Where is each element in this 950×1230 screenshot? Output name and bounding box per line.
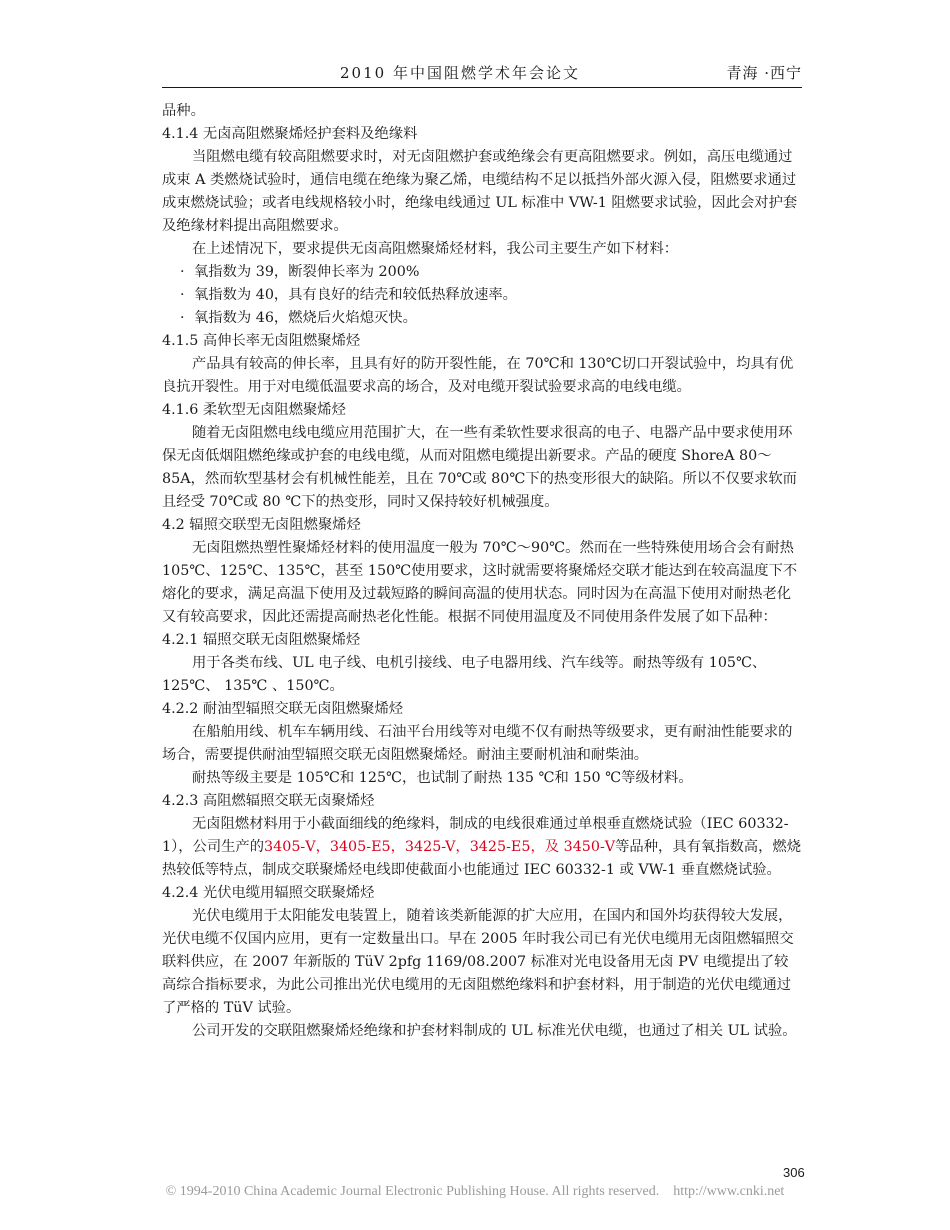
page-number: 306 (783, 1165, 805, 1180)
highlighted-product-codes: 3405-V，3405-E5，3425-V，3425-E5，及 3450-V (264, 839, 616, 855)
heading-4-1-5: 4.1.5 高伸长率无卤阻燃聚烯烃 (162, 333, 361, 349)
bullet-text: 氧指数为 46，燃烧后火焰熄灭快。 (194, 310, 417, 326)
paragraph: 在船舶用线、机车车辆用线、石油平台用线等对电缆不仅有耐热等级要求，更有耐油性能要求的场合，需要提供耐油型辐照交联无卤阻燃聚烯烃。耐油主要耐机油和耐柴油。 (162, 724, 793, 763)
bullet-glyph: · (180, 264, 185, 280)
paragraph-text: 等品种，具有氧指数高，燃烧热较低等特点，制成交联聚烯烃电线即使截面小也能通过 IEC 60332-1 或 VW-1 垂直燃烧试验。 (162, 839, 801, 878)
bullet-text: 氧指数为 40，具有良好的结壳和较低热释放速率。 (194, 287, 517, 303)
heading-4-2-3: 4.2.3 高阻燃辐照交联无卤聚烯烃 (162, 793, 375, 809)
bullet-glyph: · (180, 310, 185, 326)
bullet-glyph: · (180, 287, 185, 303)
paragraph: 无卤阻燃热塑性聚烯烃材料的使用温度一般为 70℃～90℃。然而在一些特殊使用场合会有耐热 105℃、125℃、135℃，甚至 150℃使用要求，这时就需要将聚烯烃交联才能达到在较高温度下不熔化的要求，满足高温下使用及过载短路的瞬间高温的使用状态。同时因为在高温下使用对耐热老化又有较高要求，因此还需提高耐热老化性能。根据不同使用温度及不同使用条件发展了如下品种： (162, 540, 798, 625)
heading-4-2-1: 4.2.1 辐照交联无卤阻燃聚烯烃 (162, 632, 361, 648)
paragraph-text: 无卤阻燃材料用于小截面细线的绝缘料，制成的电线很难通过单根垂直燃烧试验（IEC 60332-1），公司生产的 (162, 816, 789, 855)
paragraph (162, 813, 802, 882)
copyright-footer (0, 1184, 950, 1200)
conference-title: 2010 年中国阻燃学术年会论文 (340, 64, 580, 82)
paragraph-continuation: 品种。 (162, 103, 205, 119)
bullet-item (162, 307, 802, 330)
footer-url[interactable]: http://www.cnki.net (673, 1184, 785, 1199)
bullet-item (162, 284, 802, 307)
paragraph: 用于各类布线、UL 电子线、电机引接线、电子电器用线、汽车线等。耐热等级有 105℃、125℃、 135℃ 、150℃。 (162, 655, 767, 694)
conference-location: 青海 ·西宁 (726, 64, 802, 82)
header-rule (162, 87, 802, 88)
paragraph: 耐热等级主要是 105℃和 125℃，也试制了耐热 135 ℃和 150 ℃等级材料。 (192, 770, 693, 786)
bullet-item (162, 261, 802, 284)
paragraph: 在上述情况下，要求提供无卤高阻燃聚烯烃材料，我公司主要生产如下材料： (192, 241, 679, 257)
heading-4-1-4: 4.1.4 无卤高阻燃聚烯烃护套料及绝缘料 (162, 126, 418, 142)
paragraph: 当阻燃电缆有较高阻燃要求时，对无卤阻燃护套或绝缘会有更高阻燃要求。例如，高压电缆通过成束 A 类燃烧试验时，通信电缆在绝缘为聚乙烯，电缆结构不足以抵挡外部火源入侵，阻燃要求通过成束燃烧试验；或者电线规格较小时，绝缘电线通过 UL 标准中 VW-1 阻燃要求试验，因此会对护套及绝缘材料提出高阻燃要求。 (162, 149, 798, 234)
paragraph: 光伏电缆用于太阳能发电装置上，随着该类新能源的扩大应用，在国内和国外均获得较大发展，光伏电缆不仅国内应用，更有一定数量出口。早在 2005 年时我公司已有光伏电缆用无卤阻燃辐照交联料供应，在 2007 年新版的 TüV 2pfg 1169/08.2007 标准对光电设备用无卤 PV 电缆提出了较高综合指标要求，为此公司推出光伏电缆用的无卤阻燃绝缘料和护套材料，用于制造的光伏电缆通过了严格的 TüV 试验。 (162, 908, 794, 1016)
paragraph: 产品具有较高的伸长率，且具有好的防开裂性能，在 70℃和 130℃切口开裂试验中，均具有优良抗开裂性。用于对电缆低温要求高的场合，及对电缆开裂试验要求高的电线电缆。 (162, 356, 794, 395)
heading-4-2-4: 4.2.4 光伏电缆用辐照交联聚烯烃 (162, 885, 375, 901)
body-text (162, 100, 802, 1043)
heading-4-2-2: 4.2.2 耐油型辐照交联无卤阻燃聚烯烃 (162, 701, 404, 717)
copyright-text: © 1994-2010 China Academic Journal Electronic Publishing House. All rights reserved. (165, 1184, 660, 1199)
bullet-text: 氧指数为 39，断裂伸长率为 200% (194, 264, 420, 280)
paragraph: 公司开发的交联阻燃聚烯烃绝缘和护套材料制成的 UL 标准光伏电缆，也通过了相关 UL 试验。 (192, 1023, 797, 1039)
running-header (162, 62, 802, 88)
heading-4-2: 4.2 辐照交联型无卤阻燃聚烯烃 (162, 517, 361, 533)
heading-4-1-6: 4.1.6 柔软型无卤阻燃聚烯烃 (162, 402, 346, 418)
paragraph: 随着无卤阻燃电线电缆应用范围扩大，在一些有柔软性要求很高的电子、电器产品中要求使用环保无卤低烟阻燃绝缘或护套的电线电缆，从而对阻燃电缆提出新要求。产品的硬度 ShoreA 80～85A，然而软型基材会有机械性能差，且在 70℃或 80℃下的热变形很大的缺陷。所以不仅要求软而且经受 70℃或 80 ℃下的热变形，同时又保持较好机械强度。 (162, 425, 797, 510)
